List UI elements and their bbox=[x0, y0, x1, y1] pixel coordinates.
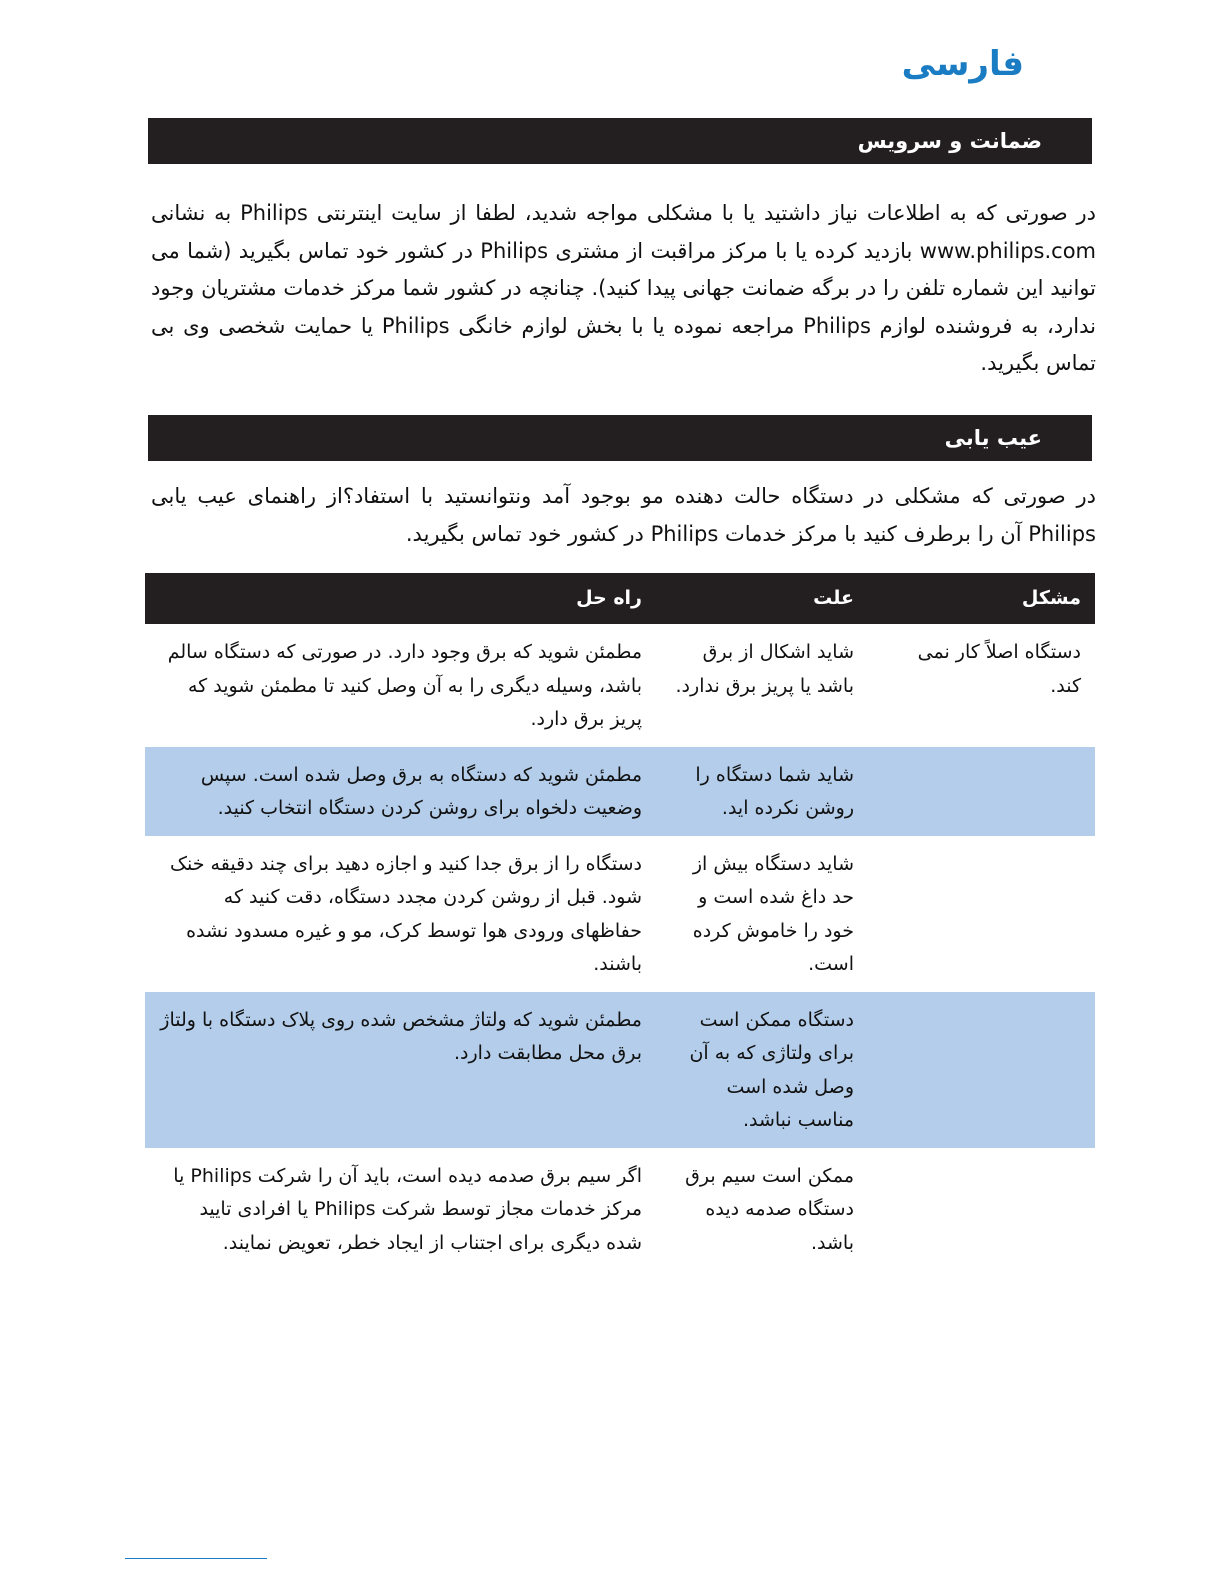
cause-cell: دستگاه ممکن است برای ولتاژی که به آن وصل شده است مناسب نباشد. bbox=[656, 992, 868, 1148]
language-title: فارسی bbox=[901, 44, 1024, 84]
solution-cell: مطمئن شوید که برق وجود دارد. در صورتی که دستگاه سالم باشد، وسیله دیگری را به آن وصل کنید تا مطمئن شوید که پریز برق دارد. bbox=[167, 641, 642, 730]
problem-cell bbox=[868, 836, 1095, 992]
table-row bbox=[145, 836, 1095, 992]
table-row bbox=[145, 992, 1095, 1148]
column-header-cause: علت bbox=[656, 573, 868, 624]
problem-cell bbox=[868, 747, 1095, 836]
troubleshooting-table bbox=[145, 573, 1095, 1270]
troubleshooting-intro: در صورتی که مشکلی در دستگاه حالت دهنده مو بوجود آمد ونتوانستید با استفاد؟از راهنمای عیب یابی Philips آن را برطرف کنید با مرکز خدمات Philips در کشور خود تماس بگیرید. bbox=[151, 484, 1096, 546]
cause-cell: شاید دستگاه بیش از حد داغ شده است و خود را خاموش کرده است. bbox=[692, 852, 854, 975]
warranty-heading: ضمانت و سرویس bbox=[148, 118, 1092, 164]
warranty-paragraph: در صورتی که به اطلاعات نیاز داشتید یا با مشکلی مواجه شدید، لطفا از سایت اینترنتی Philips به نشانی www.philips.com بازدید کرده یا با مرکز مراقبت از مشتری Philips در کشور خود تماس بگیرید (شما می توانید این شماره تلفن را در برگه ضمانت جهانی پیدا کنید). چنانچه در کشور شما مرکز خدمات مشتریان وجود ندارد، به فروشنده لوازم Philips مراجعه نموده یا با بخش لوازم خانگی Philips یا حمایت شخصی وی بی تماس بگیرید. bbox=[151, 201, 1097, 375]
troubleshooting-heading: عیب یابی bbox=[148, 415, 1092, 461]
table-row bbox=[145, 747, 1095, 836]
table-header-row bbox=[145, 573, 1095, 624]
footer-rule bbox=[125, 1558, 267, 1559]
cause-cell: ممکن است سیم برق دستگاه صدمه دیده باشد. bbox=[685, 1164, 854, 1254]
problem-cell bbox=[868, 1148, 1095, 1271]
cause-cell: شاید شما دستگاه را روشن نکرده اید. bbox=[656, 747, 868, 836]
solution-cell: مطمئن شوید که دستگاه به برق وصل شده است. سپس وضعیت دلخواه برای روشن کردن دستگاه انتخاب کنید. bbox=[145, 747, 656, 836]
column-header-problem: مشکل bbox=[868, 573, 1095, 624]
cause-cell: شاید اشکال از برق باشد یا پریز برق ندارد. bbox=[675, 641, 854, 697]
column-header-solution: راه حل bbox=[145, 573, 656, 624]
solution-cell: دستگاه را از برق جدا کنید و اجازه دهید برای چند دقیقه خنک شود. قبل از روشن کردن مجدد دستگاه، دقت کنید که حفاظهای ورودی هوا توسط کرک، مو و غیره مسدود نشده باشند. bbox=[170, 852, 642, 975]
table-row bbox=[145, 1148, 1095, 1271]
problem-cell bbox=[868, 992, 1095, 1148]
solution-cell: اگر سیم برق صدمه دیده است، باید آن را شرکت Philips یا مرکز خدمات مجاز توسط شرکت Philips یا افرادی تایید شده دیگری برای اجتناب از ایجاد خطر، تعویض نمایند. bbox=[173, 1164, 642, 1254]
problem-cell: دستگاه اصلاً کار نمی کند. bbox=[917, 641, 1081, 697]
solution-cell: مطمئن شوید که ولتاژ مشخص شده روی پلاک دستگاه با ولتاژ برق محل مطابقت دارد. bbox=[145, 992, 656, 1148]
table-row bbox=[145, 624, 1095, 747]
